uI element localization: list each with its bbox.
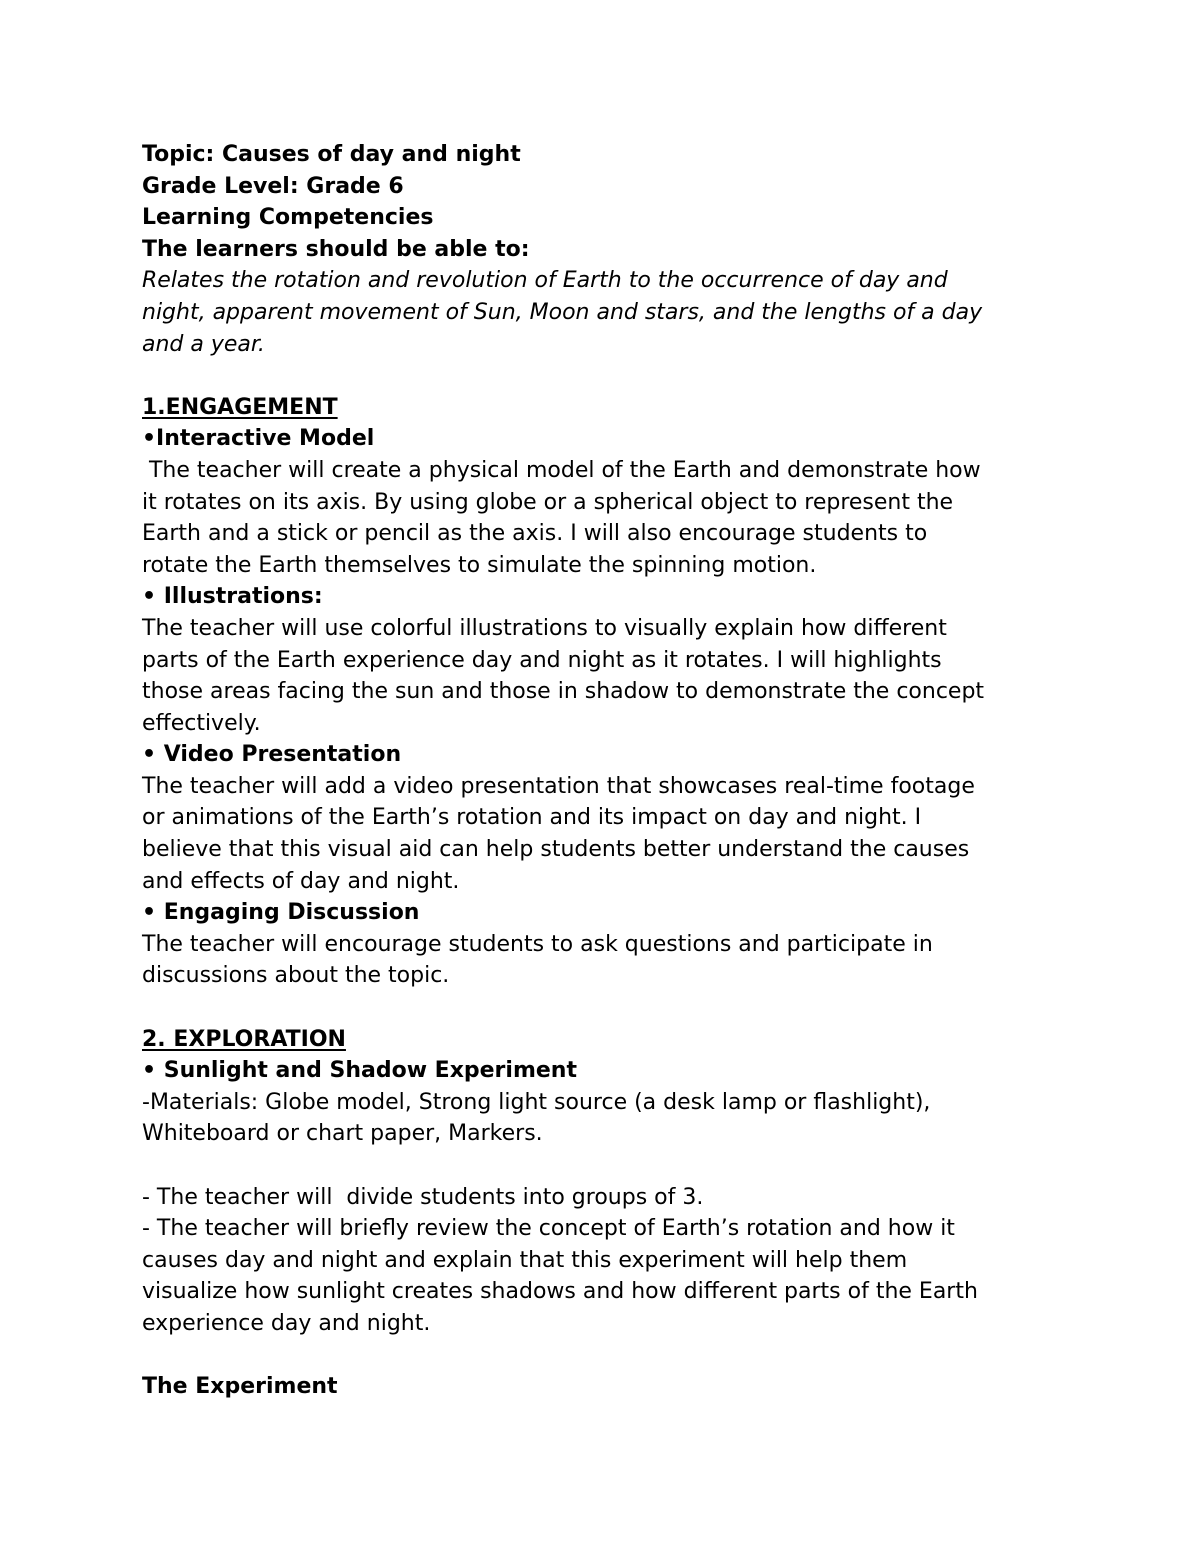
- step-line: visualize how sunlight creates shadows and how different parts of the Earth: [142, 1279, 978, 1305]
- step-line: causes day and night and explain that this experiment will help them: [142, 1247, 908, 1273]
- competency-line: night, apparent movement of Sun, Moon and stars, and the lengths of a day: [142, 299, 983, 325]
- materials-line: -Materials: Globe model, Strong light source (a desk lamp or flashlight),: [142, 1089, 931, 1115]
- exploration-heading: 2. EXPLORATION: [142, 1026, 346, 1052]
- body-line: The teacher will encourage students to ask questions and participate in: [142, 931, 933, 957]
- experiment-title: • Sunlight and Shadow Experiment: [142, 1058, 577, 1084]
- spacer: [142, 360, 1062, 392]
- video-presentation-title: • Video Presentation: [142, 742, 402, 768]
- step-line: - The teacher will divide students into groups of 3.: [142, 1184, 704, 1210]
- interactive-model-title: •Interactive Model: [142, 426, 375, 452]
- body-line: those areas facing the sun and those in shadow to demonstrate the concept: [142, 679, 985, 705]
- body-line: The teacher will add a video presentation that showcases real-time footage: [142, 773, 975, 799]
- competencies-heading: Learning Competencies: [142, 205, 434, 231]
- body-line: discussions about the topic.: [142, 963, 450, 989]
- step-line: - The teacher will briefly review the concept of Earth’s rotation and how it: [142, 1216, 955, 1242]
- spacer: [142, 1340, 1062, 1372]
- engaging-discussion-title: • Engaging Discussion: [142, 900, 420, 926]
- spacer: [142, 1150, 1062, 1182]
- body-line: parts of the Earth experience day and night as it rotates. I will highlights: [142, 647, 942, 673]
- body-line: believe that this visual aid can help students better understand the causes: [142, 837, 970, 863]
- body-line: The teacher will use colorful illustrations to visually explain how different: [142, 615, 947, 641]
- body-line: Earth and a stick or pencil as the axis. I will also encourage students to: [142, 521, 928, 547]
- competency-line: and a year.: [142, 331, 265, 357]
- body-line: effectively.: [142, 710, 261, 736]
- competency-line: Relates the rotation and revolution of Earth to the occurrence of day and: [142, 268, 948, 294]
- body-line: The teacher will create a physical model of the Earth and demonstrate how: [142, 457, 981, 483]
- materials-line: Whiteboard or chart paper, Markers.: [142, 1121, 543, 1147]
- step-line: experience day and night.: [142, 1310, 431, 1336]
- body-line: or animations of the Earth’s rotation and its impact on day and night. I: [142, 805, 922, 831]
- engagement-heading: 1.ENGAGEMENT: [142, 394, 338, 420]
- the-experiment-heading: The Experiment: [142, 1374, 338, 1400]
- topic-line: Topic: Causes of day and night: [142, 142, 521, 167]
- illustrations-title: • Illustrations:: [142, 584, 323, 610]
- learners-heading: The learners should be able to:: [142, 236, 530, 262]
- body-line: it rotates on its axis. By using globe or a spherical object to represent the: [142, 489, 954, 515]
- grade-level-line: Grade Level: Grade 6: [142, 173, 404, 199]
- body-line: and effects of day and night.: [142, 868, 460, 894]
- body-line: rotate the Earth themselves to simulate the spinning motion.: [142, 552, 817, 578]
- spacer: [142, 992, 1062, 1024]
- lesson-plan-page: [142, 139, 1062, 1403]
